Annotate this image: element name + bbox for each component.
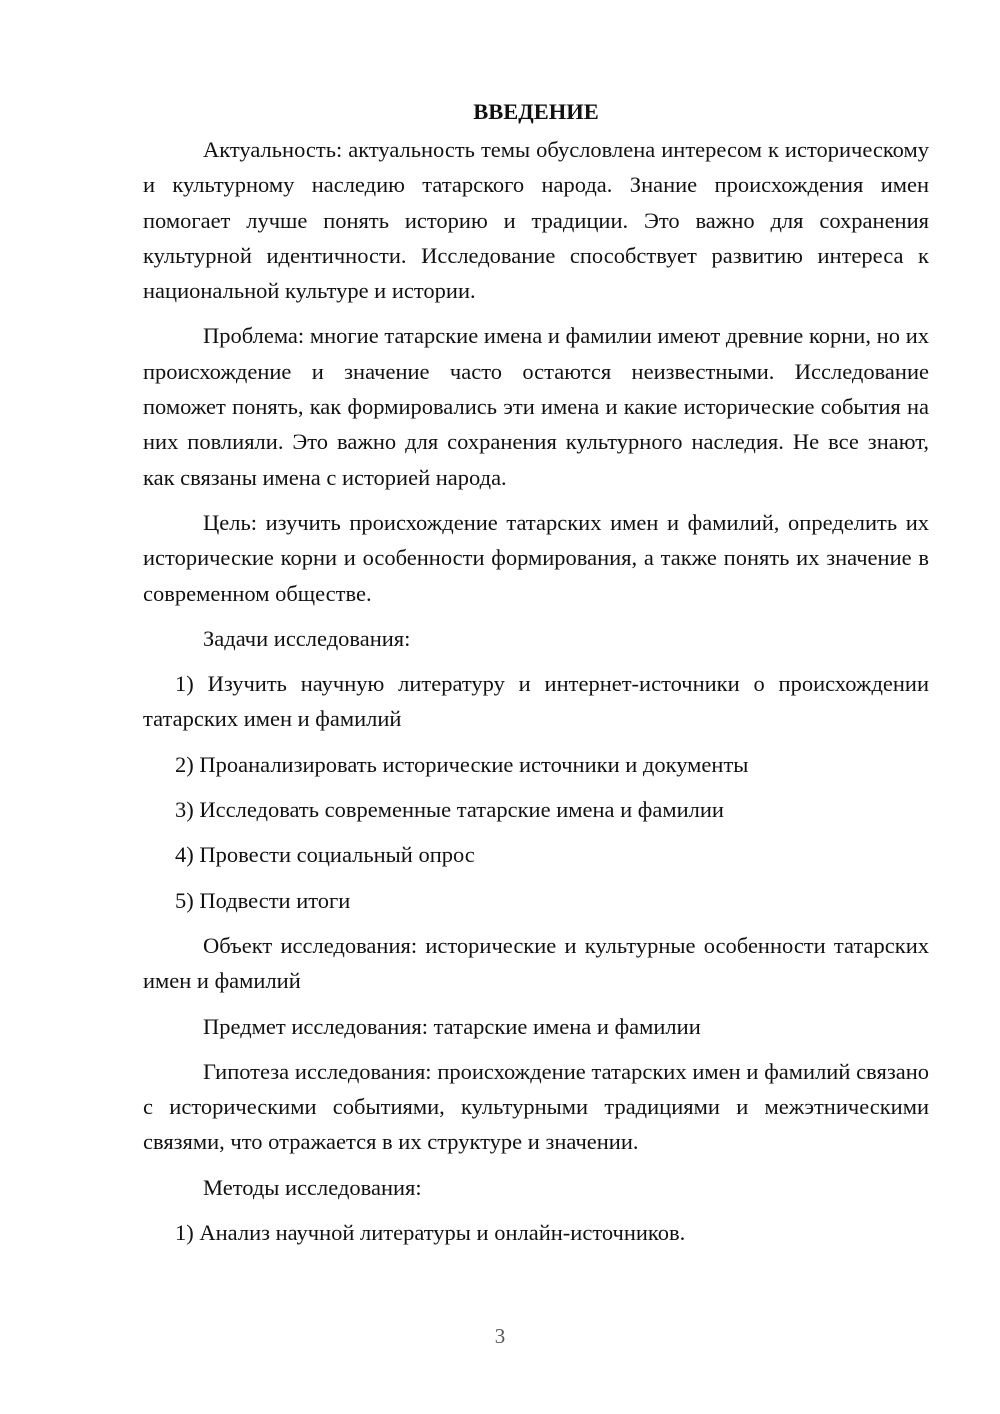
- problem-paragraph: Проблема: многие татарские имена и фамилии имеют древние корни, но их происхождение и значение часто остаются неизвестными. Исследование поможет понять, как формировались эти имена и какие исторические события на них повлияли. Это важно для сохранения культурного наследия. Не все знают, как связаны имена с историей народа.: [143, 323, 929, 490]
- tasks-label: Задачи исследования:: [203, 625, 411, 651]
- task-item-1: 1) Изучить научную литературу и интернет-источники о происхождении татарских имен и фамилий: [143, 671, 929, 732]
- document-body: [143, 94, 929, 1260]
- relevance-paragraph: Актуальность: актуальность темы обусловлена интересом к историческому и культурному наследию татарского народа. Знание происхождения имен помогает лучше понять историю и традиции. Это важно для сохранения культурной идентичности. Исследование способствует развитию интереса к национальной культуре и истории.: [143, 137, 929, 304]
- task-item-5: 5) Подвести итоги: [175, 887, 351, 913]
- task-item-4: 4) Провести социальный опрос: [175, 842, 475, 868]
- hypothesis-paragraph: Гипотеза исследования: происхождение татарских имен и фамилий связано с историческими событиями, культурными традициями и межэтническими связями, что отражается в их структуре и значении.: [143, 1058, 929, 1155]
- page-number: 3: [494, 1324, 506, 1348]
- subject-paragraph: Предмет исследования: татарские имена и фамилии: [203, 1013, 701, 1039]
- task-item-2: 2) Проанализировать исторические источники и документы: [175, 751, 749, 777]
- section-heading: ВВЕДЕНИЕ: [473, 99, 599, 124]
- goal-paragraph: Цель: изучить происхождение татарских имен и фамилий, определить их исторические корни и особенности формирования, а также понять их значение в современном обществе.: [143, 509, 929, 606]
- method-item-1: 1) Анализ научной литературы и онлайн-источников.: [175, 1220, 686, 1246]
- methods-label: Методы исследования:: [203, 1174, 422, 1200]
- task-item-3: 3) Исследовать современные татарские имена и фамилии: [175, 797, 724, 823]
- object-paragraph: Объект исследования: исторические и культурные особенности татарских имен и фамилий: [143, 932, 929, 994]
